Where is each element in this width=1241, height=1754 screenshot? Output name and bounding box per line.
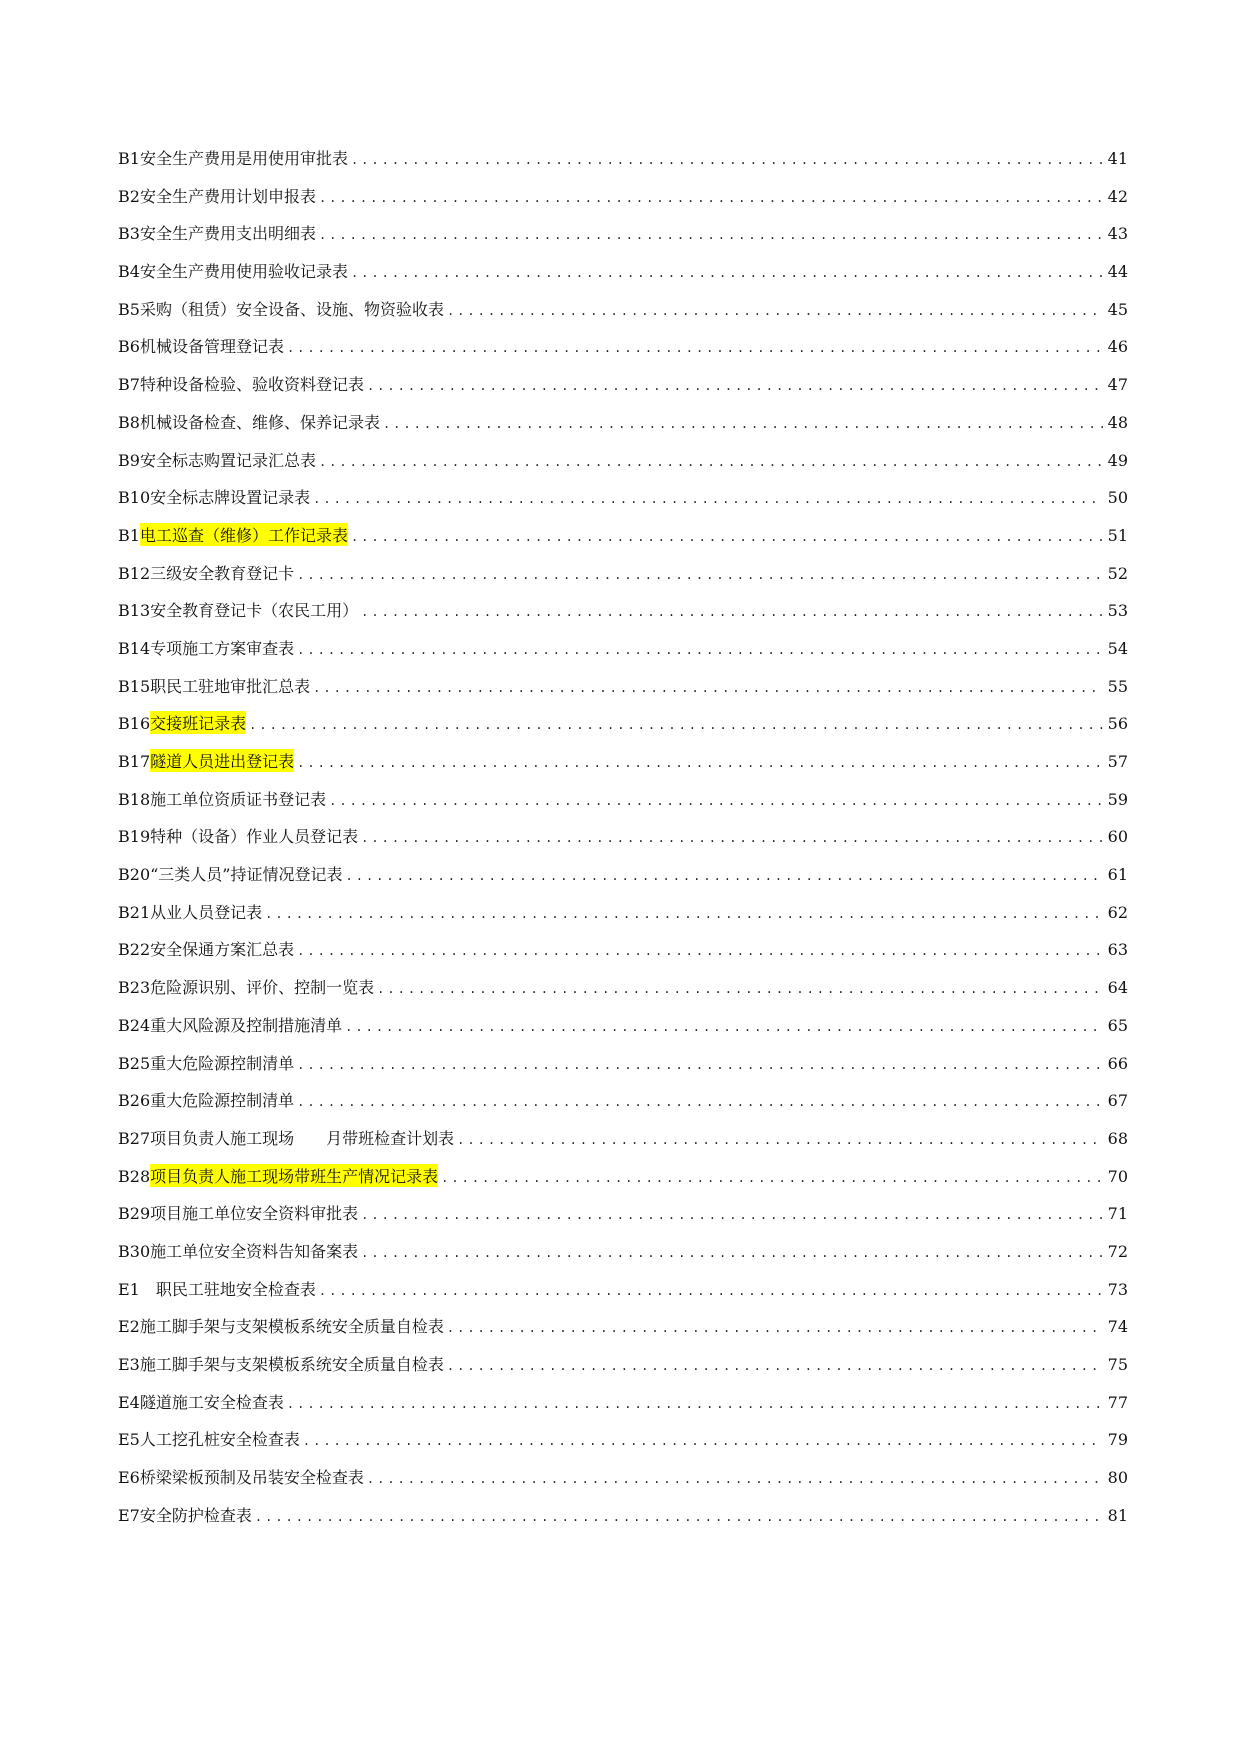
toc-entry-page-number: 49 xyxy=(1107,450,1128,470)
toc-entry-title: 隧道施工安全检查表 xyxy=(139,1392,284,1412)
toc-entry-page-number: 80 xyxy=(1107,1468,1128,1488)
dot-leader xyxy=(361,831,1103,845)
toc-entry-code: E2 xyxy=(118,1317,140,1337)
toc-entry[interactable] xyxy=(118,975,1128,1013)
toc-entry-page-number: 57 xyxy=(1107,752,1128,771)
dot-leader xyxy=(351,530,1103,544)
dot-leader xyxy=(351,266,1103,280)
toc-entry-code: B1 xyxy=(118,525,140,545)
dot-leader xyxy=(249,718,1103,732)
toc-entry-code: B9 xyxy=(118,450,140,470)
toc-entry-title: 重大危险源控制清单 xyxy=(150,1053,295,1073)
toc-entry-page-number: 61 xyxy=(1107,865,1128,885)
toc-entry-page-number: 64 xyxy=(1107,978,1128,998)
toc-entry-title: 安全防护检查表 xyxy=(139,1505,252,1525)
toc-entry-title-highlighted: 电工巡查（维修）工作记录表 xyxy=(140,523,348,546)
toc-entry-page-number: 72 xyxy=(1107,1241,1128,1261)
dot-leader xyxy=(313,681,1103,695)
toc-entry[interactable] xyxy=(118,523,1128,561)
toc-entry-code: B12 xyxy=(118,563,151,583)
dot-leader xyxy=(367,1472,1103,1486)
toc-entry-code: E1 xyxy=(118,1279,156,1299)
dot-leader xyxy=(447,1321,1103,1335)
toc-entry[interactable] xyxy=(118,448,1128,486)
toc-entry-code: B4 xyxy=(118,262,140,282)
toc-entry-code: B30 xyxy=(118,1241,151,1261)
dot-leader xyxy=(313,492,1103,506)
toc-entry-code: B25 xyxy=(118,1053,151,1073)
toc-entry-code: B26 xyxy=(118,1091,151,1111)
toc-entry-title: 施工单位安全资料告知备案表 xyxy=(150,1241,359,1261)
toc-entry-code: B28 xyxy=(118,1166,151,1186)
toc-entry-code: B19 xyxy=(118,827,151,847)
dot-leader xyxy=(329,794,1103,808)
toc-entry-title-highlighted: 隧道人员进出登记表 xyxy=(150,749,294,772)
dot-leader xyxy=(319,1284,1103,1298)
toc-entry-code: B16 xyxy=(118,714,151,734)
toc-entry[interactable] xyxy=(118,410,1128,448)
toc-entry-code: B2 xyxy=(118,186,140,206)
toc-entry[interactable] xyxy=(118,1277,1128,1315)
toc-entry[interactable] xyxy=(118,711,1128,749)
toc-entry-title: 职民工驻地审批汇总表 xyxy=(150,676,311,696)
toc-entry-title-highlighted: 交接班记录表 xyxy=(150,711,246,734)
toc-entry-page-number: 50 xyxy=(1107,488,1128,508)
toc-entry-title: 安全生产费用计划申报表 xyxy=(139,186,316,206)
table-of-contents xyxy=(118,146,1128,1540)
dot-leader xyxy=(457,1133,1103,1147)
toc-entry-code: B21 xyxy=(118,902,151,922)
toc-entry-title: 项目施工单位安全资料审批表 xyxy=(150,1204,359,1224)
toc-entry[interactable] xyxy=(118,1314,1128,1352)
toc-entry[interactable] xyxy=(118,1465,1128,1503)
dot-leader xyxy=(297,944,1103,958)
toc-entry[interactable] xyxy=(118,372,1128,410)
toc-entry-title: 特种设备检验、验收资料登记表 xyxy=(139,375,364,395)
toc-entry-page-number: 63 xyxy=(1107,940,1128,960)
toc-entry-page-number: 47 xyxy=(1107,375,1128,395)
toc-entry[interactable] xyxy=(118,334,1128,372)
toc-entry-code: E4 xyxy=(118,1392,140,1412)
toc-entry-page-number: 60 xyxy=(1107,827,1128,847)
dot-leader xyxy=(361,605,1103,619)
dot-leader xyxy=(297,1095,1103,1109)
toc-entry-title: 安全生产费用支出明细表 xyxy=(139,224,316,244)
toc-entry[interactable] xyxy=(118,1390,1128,1428)
toc-entry-title: 从业人员登记表 xyxy=(150,902,263,922)
toc-entry[interactable] xyxy=(118,1164,1128,1202)
dot-leader xyxy=(441,1171,1103,1185)
toc-entry-page-number: 46 xyxy=(1107,337,1128,357)
toc-entry-title: “三类人员”持证情况登记表 xyxy=(150,865,343,885)
toc-entry-code: E3 xyxy=(118,1355,140,1374)
toc-entry-page-number: 44 xyxy=(1107,262,1128,282)
toc-entry[interactable] xyxy=(118,900,1128,938)
dot-leader xyxy=(297,756,1103,770)
toc-entry-page-number: 45 xyxy=(1107,299,1128,319)
toc-entry-page-number: 75 xyxy=(1107,1355,1128,1374)
toc-entry-code: E7 xyxy=(118,1505,140,1525)
toc-entry[interactable] xyxy=(118,1239,1128,1277)
toc-entry-code: B5 xyxy=(118,299,140,319)
toc-entry-page-number: 51 xyxy=(1107,525,1128,545)
dot-leader xyxy=(383,417,1103,431)
toc-entry-title: 机械设备检查、维修、保养记录表 xyxy=(139,412,380,432)
toc-entry[interactable] xyxy=(118,1088,1128,1126)
toc-entry-code: B27 xyxy=(118,1128,151,1148)
toc-entry-page-number: 59 xyxy=(1107,789,1128,809)
toc-entry[interactable] xyxy=(118,824,1128,862)
toc-entry-page-number: 66 xyxy=(1107,1053,1128,1073)
toc-entry-page-number: 48 xyxy=(1107,412,1128,432)
toc-entry[interactable] xyxy=(118,862,1128,900)
toc-entry-page-number: 55 xyxy=(1107,676,1128,696)
toc-entry[interactable] xyxy=(118,787,1128,825)
toc-entry-title: 重大风险源及控制措施清单 xyxy=(150,1015,343,1035)
toc-entry-code: B13 xyxy=(118,601,151,621)
toc-entry[interactable] xyxy=(118,749,1128,787)
toc-entry-code: E5 xyxy=(118,1430,140,1450)
dot-leader xyxy=(351,153,1103,167)
toc-entry-code: B14 xyxy=(118,638,151,658)
toc-entry-page-number: 62 xyxy=(1107,902,1128,922)
toc-entry-page-number: 52 xyxy=(1107,563,1128,583)
dot-leader xyxy=(361,1246,1103,1260)
toc-entry-code: B24 xyxy=(118,1015,151,1035)
toc-entry-code: B15 xyxy=(118,676,151,696)
toc-entry-title: 安全教育登记卡（农民工用） xyxy=(150,601,359,621)
toc-entry-title: 施工单位资质证书登记表 xyxy=(150,789,327,809)
toc-entry-code: B7 xyxy=(118,375,140,395)
toc-entry[interactable] xyxy=(118,297,1128,335)
toc-entry-page-number: 79 xyxy=(1107,1430,1128,1450)
toc-entry[interactable] xyxy=(118,1352,1128,1390)
toc-entry-title: 安全生产费用使用验收记录表 xyxy=(139,262,348,282)
toc-entry-page-number: 54 xyxy=(1107,638,1128,658)
toc-entry-title: 采购（租赁）安全设备、设施、物资验收表 xyxy=(139,299,444,319)
toc-entry-code: B1 xyxy=(118,149,140,168)
toc-entry[interactable] xyxy=(118,1013,1128,1051)
toc-entry-title: 安全生产费用是用使用审批表 xyxy=(139,149,348,168)
toc-entry[interactable] xyxy=(118,561,1128,599)
dot-leader xyxy=(377,982,1103,996)
dot-leader xyxy=(297,1058,1103,1072)
toc-entry[interactable] xyxy=(118,184,1128,222)
toc-entry-title: 桥梁梁板预制及吊装安全检查表 xyxy=(139,1468,364,1488)
toc-entry-code: B8 xyxy=(118,412,140,432)
toc-entry-code: B10 xyxy=(118,488,151,508)
toc-entry-title: 职民工驻地安全检查表 xyxy=(155,1279,316,1299)
toc-entry[interactable] xyxy=(118,1126,1128,1164)
toc-entry-page-number: 53 xyxy=(1107,601,1128,621)
toc-entry[interactable] xyxy=(118,259,1128,297)
dot-leader xyxy=(345,1020,1103,1034)
dot-leader xyxy=(367,379,1103,393)
toc-entry[interactable] xyxy=(118,1051,1128,1089)
toc-entry[interactable] xyxy=(118,674,1128,712)
dot-leader xyxy=(255,1510,1103,1524)
toc-entry-code: B17 xyxy=(118,752,151,771)
toc-entry[interactable] xyxy=(118,1427,1128,1465)
dot-leader xyxy=(346,869,1104,883)
toc-entry[interactable] xyxy=(118,146,1128,184)
dot-leader xyxy=(287,1397,1103,1411)
dot-leader xyxy=(303,1434,1103,1448)
toc-entry-title: 安全标志牌设置记录表 xyxy=(150,488,311,508)
toc-entry-page-number: 74 xyxy=(1107,1317,1128,1337)
toc-entry-page-number: 70 xyxy=(1107,1166,1128,1186)
dot-leader xyxy=(447,304,1103,318)
toc-entry-code: B3 xyxy=(118,224,140,244)
toc-entry-code: B20 xyxy=(118,865,151,885)
dot-leader xyxy=(319,191,1103,205)
toc-entry-page-number: 43 xyxy=(1107,224,1128,244)
toc-entry-title: 安全标志购置记录汇总表 xyxy=(139,450,316,470)
toc-entry-page-number: 56 xyxy=(1107,714,1128,734)
toc-entry-title-highlighted: 项目负责人施工现场带班生产情况记录表 xyxy=(150,1164,438,1187)
toc-entry-title: 重大危险源控制清单 xyxy=(150,1091,295,1111)
toc-entry-title: 机械设备管理登记表 xyxy=(139,337,284,357)
toc-entry-title: 特种（设备）作业人员登记表 xyxy=(150,827,359,847)
toc-entry-title: 施工脚手架与支架模板系统安全质量自检表 xyxy=(139,1317,444,1337)
toc-entry-page-number: 68 xyxy=(1107,1128,1128,1148)
toc-entry-page-number: 81 xyxy=(1107,1505,1128,1525)
toc-entry-code: B29 xyxy=(118,1204,151,1224)
dot-leader xyxy=(361,1208,1103,1222)
toc-entry-title: 专项施工方案审查表 xyxy=(150,638,295,658)
dot-leader xyxy=(287,341,1103,355)
toc-entry-code: B18 xyxy=(118,789,151,809)
toc-entry[interactable] xyxy=(118,1201,1128,1239)
toc-entry-page-number: 73 xyxy=(1107,1279,1128,1299)
toc-entry-page-number: 65 xyxy=(1107,1015,1128,1035)
toc-entry-title: 危险源识别、评价、控制一览表 xyxy=(150,978,375,998)
toc-entry-code: E6 xyxy=(118,1468,140,1488)
toc-entry-title: 三级安全教育登记卡 xyxy=(150,563,295,583)
toc-entry-page-number: 42 xyxy=(1107,186,1128,206)
toc-entry-page-number: 41 xyxy=(1107,149,1128,168)
toc-entry-page-number: 67 xyxy=(1107,1091,1128,1111)
dot-leader xyxy=(265,907,1103,921)
toc-entry[interactable] xyxy=(118,598,1128,636)
toc-entry-title: 施工脚手架与支架模板系统安全质量自检表 xyxy=(139,1355,444,1374)
toc-entry[interactable] xyxy=(118,937,1128,975)
toc-entry-code: B22 xyxy=(118,940,151,960)
dot-leader xyxy=(447,1359,1103,1373)
toc-entry-page-number: 71 xyxy=(1107,1204,1128,1224)
dot-leader xyxy=(297,643,1103,657)
toc-entry[interactable] xyxy=(118,485,1128,523)
toc-entry[interactable] xyxy=(118,636,1128,674)
toc-entry[interactable] xyxy=(118,221,1128,259)
toc-entry-code: B6 xyxy=(118,337,140,357)
toc-entry-code: B23 xyxy=(118,978,151,998)
dot-leader xyxy=(297,568,1103,582)
toc-entry-title: 人工挖孔桩安全检查表 xyxy=(139,1430,300,1450)
toc-entry-page-number: 77 xyxy=(1107,1392,1128,1412)
toc-entry-title: 项目负责人施工现场 月带班检查计划表 xyxy=(150,1128,455,1148)
toc-entry[interactable] xyxy=(118,1503,1128,1541)
toc-entry-title: 安全保通方案汇总表 xyxy=(150,940,295,960)
dot-leader xyxy=(319,228,1103,242)
dot-leader xyxy=(319,455,1103,469)
